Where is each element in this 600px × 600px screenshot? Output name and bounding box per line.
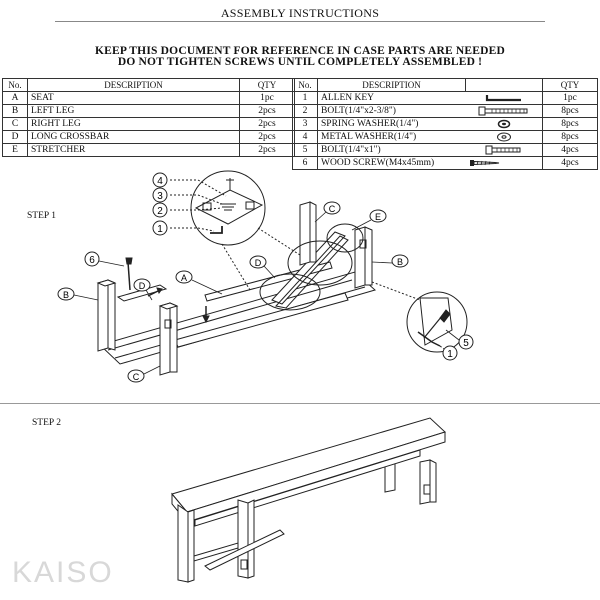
- step1-label: STEP 1: [27, 211, 56, 221]
- callout-2: [153, 203, 167, 217]
- hardware-qty: 8pcs: [543, 131, 598, 144]
- callout-c-top: [315, 202, 340, 222]
- hardware-icon-cell: [466, 118, 543, 131]
- hardware-qty: 8pcs: [543, 105, 598, 118]
- hardware-description: BOLT(1/4"x2-3/8"): [318, 105, 466, 118]
- step-divider: [0, 403, 600, 404]
- part-no: A: [3, 92, 28, 105]
- long-bolt-icon: [478, 106, 530, 116]
- callout-d-right: [250, 256, 275, 278]
- hardware-icon-cell: [466, 131, 543, 144]
- part-description: LEFT LEG: [28, 105, 240, 118]
- table-row: [3, 105, 295, 118]
- part-no: E: [3, 144, 28, 157]
- callout-1-right: [443, 346, 457, 360]
- part-qty: 2pcs: [240, 144, 295, 157]
- header-description: DESCRIPTION: [318, 79, 466, 92]
- hardware-description: METAL WASHER(1/4"): [318, 131, 466, 144]
- callout-d-right-label: D: [254, 258, 262, 268]
- callout-b-left: [58, 288, 98, 300]
- table-row: [3, 131, 295, 144]
- part-no: D: [3, 131, 28, 144]
- callout-c-top-label: C: [328, 204, 336, 214]
- hardware-qty: 1pc: [543, 92, 598, 105]
- step1-exploded-diagram: [0, 168, 600, 400]
- hardware-qty: 4pcs: [543, 144, 598, 157]
- hardware-no: 4: [293, 131, 318, 144]
- callout-c-bottom: [128, 366, 160, 382]
- part-description: STRETCHER: [28, 144, 240, 157]
- callout-b-right: [372, 255, 408, 267]
- hardware-description: WOOD SCREW(M4x45mm): [318, 157, 466, 170]
- table-row: [293, 118, 598, 131]
- hardware-no: 5: [293, 144, 318, 157]
- detail-circle-right: [372, 282, 467, 352]
- part-qty: 1pc: [240, 92, 295, 105]
- callout-1-top: [153, 221, 167, 235]
- table-row: [293, 144, 598, 157]
- wood-screw-icon: [469, 158, 501, 168]
- parts-table: [2, 78, 295, 157]
- document-title: ASSEMBLY INSTRUCTIONS: [220, 6, 380, 20]
- callout-1-right-label: 1: [447, 349, 453, 360]
- callout-6: [85, 252, 124, 266]
- hardware-no: 3: [293, 118, 318, 131]
- table-row: [3, 144, 295, 157]
- title-rule: [55, 21, 545, 22]
- header-no: No.: [3, 79, 28, 92]
- metal-washer-icon: [496, 132, 512, 142]
- hardware-no: 1: [293, 92, 318, 105]
- callout-3: [153, 188, 167, 202]
- warning-do-not-tighten: DO NOT TIGHTEN SCREWS UNTIL COMPLETELY ASSEMBLED !: [117, 56, 483, 68]
- parts-table-header: [3, 79, 295, 92]
- callout-d-label: D: [138, 281, 146, 291]
- part-qty: 2pcs: [240, 105, 295, 118]
- header-no: No.: [293, 79, 318, 92]
- hardware-description: BOLT(1/4"x1"): [318, 144, 466, 157]
- right-leg-drawing: [160, 303, 177, 375]
- part-no: B: [3, 105, 28, 118]
- callout-a-label: A: [180, 273, 188, 283]
- callout-2-label: 2: [157, 206, 163, 217]
- callout-5-label: 5: [463, 338, 469, 349]
- hardware-icon-cell: [466, 144, 543, 157]
- part-description: SEAT: [28, 92, 240, 105]
- callout-a: [176, 271, 222, 294]
- callout-b-right-label: B: [396, 257, 404, 267]
- part-qty: 2pcs: [240, 118, 295, 131]
- hardware-qty: 8pcs: [543, 118, 598, 131]
- callout-4: [153, 173, 167, 187]
- allen-key-icon: [484, 93, 524, 103]
- watermark: KAISO: [12, 556, 114, 589]
- table-row: [293, 131, 598, 144]
- header-qty: QTY: [240, 79, 295, 92]
- part-qty: 2pcs: [240, 131, 295, 144]
- hardware-no: 6: [293, 157, 318, 170]
- hardware-no: 2: [293, 105, 318, 118]
- callout-e-label: E: [374, 212, 382, 222]
- callout-1-label: 1: [157, 224, 163, 235]
- callout-4-label: 4: [157, 176, 163, 187]
- callout-e: [352, 210, 386, 230]
- callout-6-label: 6: [89, 255, 95, 266]
- hardware-table-header: [293, 79, 598, 92]
- header-icon-column: [466, 79, 543, 92]
- hardware-icon-cell: [466, 105, 543, 118]
- spring-washer-icon: [497, 119, 511, 129]
- hardware-table: [292, 78, 598, 170]
- warning-keep-document: KEEP THIS DOCUMENT FOR REFERENCE IN CASE PARTS ARE NEEDED: [94, 45, 506, 57]
- callout-c-bottom-label: C: [132, 372, 140, 382]
- part-description: RIGHT LEG: [28, 118, 240, 131]
- part-no: C: [3, 118, 28, 131]
- header-description: DESCRIPTION: [28, 79, 240, 92]
- callout-b-label: B: [62, 290, 70, 300]
- hardware-description: ALLEN KEY: [318, 92, 466, 105]
- hardware-qty: 4pcs: [543, 157, 598, 170]
- header-qty: QTY: [543, 79, 598, 92]
- table-row: [293, 105, 598, 118]
- hardware-description: SPRING WASHER(1/4"): [318, 118, 466, 131]
- short-bolt-icon: [485, 145, 523, 155]
- part-description: LONG CROSSBAR: [28, 131, 240, 144]
- callout-3-label: 3: [157, 191, 163, 202]
- hardware-icon-cell: [466, 92, 543, 105]
- table-row: [3, 118, 295, 131]
- step2-label: STEP 2: [32, 418, 61, 428]
- table-row: [293, 92, 598, 105]
- seat-frame-drawing: [100, 232, 375, 364]
- table-row: [3, 92, 295, 105]
